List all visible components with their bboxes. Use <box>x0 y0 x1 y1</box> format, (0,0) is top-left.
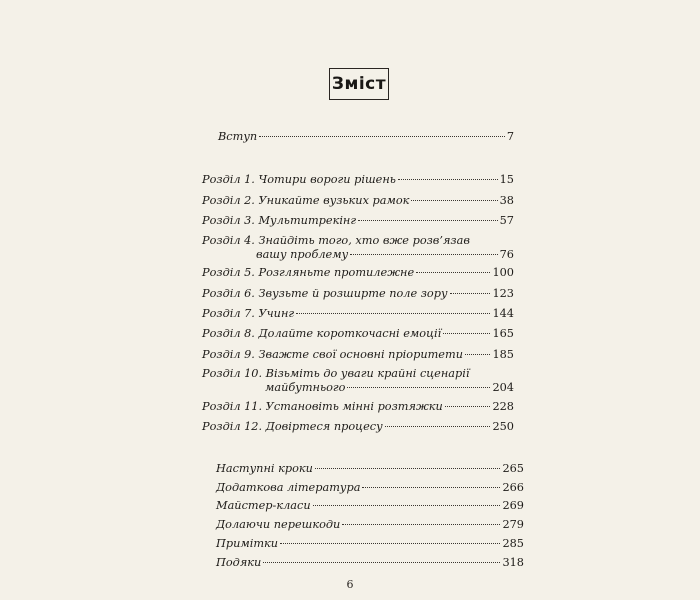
dot-leader <box>450 293 491 294</box>
toc-entry-master-classes[interactable] <box>216 499 524 513</box>
toc-entry-label: Вступ <box>218 130 258 143</box>
dot-leader <box>280 543 500 544</box>
toc-entry-page: 204 <box>492 381 514 394</box>
toc-entry-page: 318 <box>502 556 524 569</box>
toc-entry-label: Наступні кроки <box>216 462 313 475</box>
dot-leader <box>362 487 500 488</box>
toc-entry-chapter-5[interactable] <box>202 266 514 280</box>
toc-entry-page: 269 <box>502 499 524 512</box>
toc-entry-label: Розділ 5. Розгляньте протилежне <box>202 266 415 279</box>
toc-entry-page: 279 <box>502 518 524 531</box>
toc-entry-chapter-12[interactable] <box>202 420 514 434</box>
toc-entry-intro[interactable] <box>218 130 514 144</box>
toc-entry-label: Розділ 7. Учинг <box>202 307 295 320</box>
toc-entry-page: 76 <box>499 248 514 261</box>
dot-leader <box>259 136 505 137</box>
dot-leader <box>347 387 490 388</box>
toc-entry-label: Долаючи перешкоди <box>216 518 341 531</box>
toc-entry-chapter-11[interactable] <box>202 400 514 414</box>
toc-entry-label: Примітки <box>216 537 279 550</box>
toc-entry-further-reading[interactable] <box>216 481 524 495</box>
dot-leader <box>296 313 490 314</box>
toc-entry-label: Розділ 12. Довіртеся процесу <box>202 420 383 433</box>
toc-entry-page: 123 <box>492 287 514 300</box>
dot-leader <box>313 505 501 506</box>
dot-leader <box>350 254 497 255</box>
toc-entry-chapter-7[interactable] <box>202 307 514 321</box>
toc-entry-page: 285 <box>502 537 524 550</box>
dot-leader <box>315 468 501 469</box>
toc-entry-label: Розділ 3. Мультитрекінг <box>202 214 357 227</box>
toc-entry-label: Розділ 8. Долайте короткочасні емоції <box>202 327 442 340</box>
toc-entry-chapter-3[interactable] <box>202 214 514 228</box>
toc-entry-page: 15 <box>499 173 514 186</box>
toc-entry-page: 165 <box>492 327 514 340</box>
toc-entry-label-line1: Розділ 4. Знайдіть того, хто вже розв’язав <box>202 234 470 247</box>
toc-entry-page: 100 <box>492 266 514 279</box>
toc-entry-label: Подяки <box>216 556 262 569</box>
dot-leader <box>443 333 490 334</box>
dot-leader <box>416 272 490 273</box>
contents-title-box <box>329 68 389 100</box>
toc-entry-chapter-9[interactable] <box>202 348 514 362</box>
toc-entry-page: 57 <box>499 214 514 227</box>
toc-entry-overcoming-obstacles[interactable] <box>216 518 524 532</box>
toc-entry-label-line2: майбутнього <box>265 381 346 394</box>
toc-entry-page: 250 <box>492 420 514 433</box>
toc-entry-chapter-6[interactable] <box>202 287 514 301</box>
toc-entry-page: 38 <box>499 194 514 207</box>
toc-entry-page: 185 <box>492 348 514 361</box>
toc-entry-acknowledgements[interactable] <box>216 556 524 570</box>
dot-leader <box>411 200 497 201</box>
toc-entry-label: Розділ 11. Установіть мінні розтяжки <box>202 400 443 413</box>
dot-leader <box>398 179 498 180</box>
toc-entry-next-steps[interactable] <box>216 462 524 476</box>
toc-entry-page: 265 <box>502 462 524 475</box>
toc-entry-notes[interactable] <box>216 537 524 551</box>
page-number: 6 <box>346 578 354 591</box>
toc-entry-label: Додаткова література <box>216 481 361 494</box>
toc-entry-label: Розділ 1. Чотири вороги рішень <box>202 173 396 186</box>
toc-entry-label: Розділ 2. Уникайте вузьких рамок <box>202 194 410 207</box>
toc-entry-chapter-1[interactable] <box>202 173 514 187</box>
toc-entry-label: Розділ 9. Зважте свої основні пріоритети <box>202 348 463 361</box>
toc-entry-label: Майстер-класи <box>216 499 311 512</box>
toc-entry-page: 144 <box>492 307 514 320</box>
dot-leader <box>263 562 500 563</box>
page-title: Зміст <box>331 74 387 94</box>
toc-entry-label-line2: вашу проблему <box>256 248 349 261</box>
toc-entry-chapter-8[interactable] <box>202 327 514 341</box>
toc-entry-page: 228 <box>492 400 514 413</box>
dot-leader <box>465 354 490 355</box>
dot-leader <box>342 524 500 525</box>
toc-entry-chapter-10[interactable] <box>202 367 514 395</box>
dot-leader <box>445 406 491 407</box>
toc-entry-label: Розділ 6. Звузьте й розширте поле зору <box>202 287 448 300</box>
toc-entry-page: 266 <box>502 481 524 494</box>
dot-leader <box>385 426 491 427</box>
toc-entry-page: 7 <box>506 130 514 143</box>
toc-entry-chapter-2[interactable] <box>202 194 514 208</box>
toc-entry-label-line1: Розділ 10. Візьміть до уваги крайні сценарії <box>202 367 470 380</box>
toc-entry-chapter-4[interactable] <box>202 234 514 262</box>
dot-leader <box>358 220 498 221</box>
